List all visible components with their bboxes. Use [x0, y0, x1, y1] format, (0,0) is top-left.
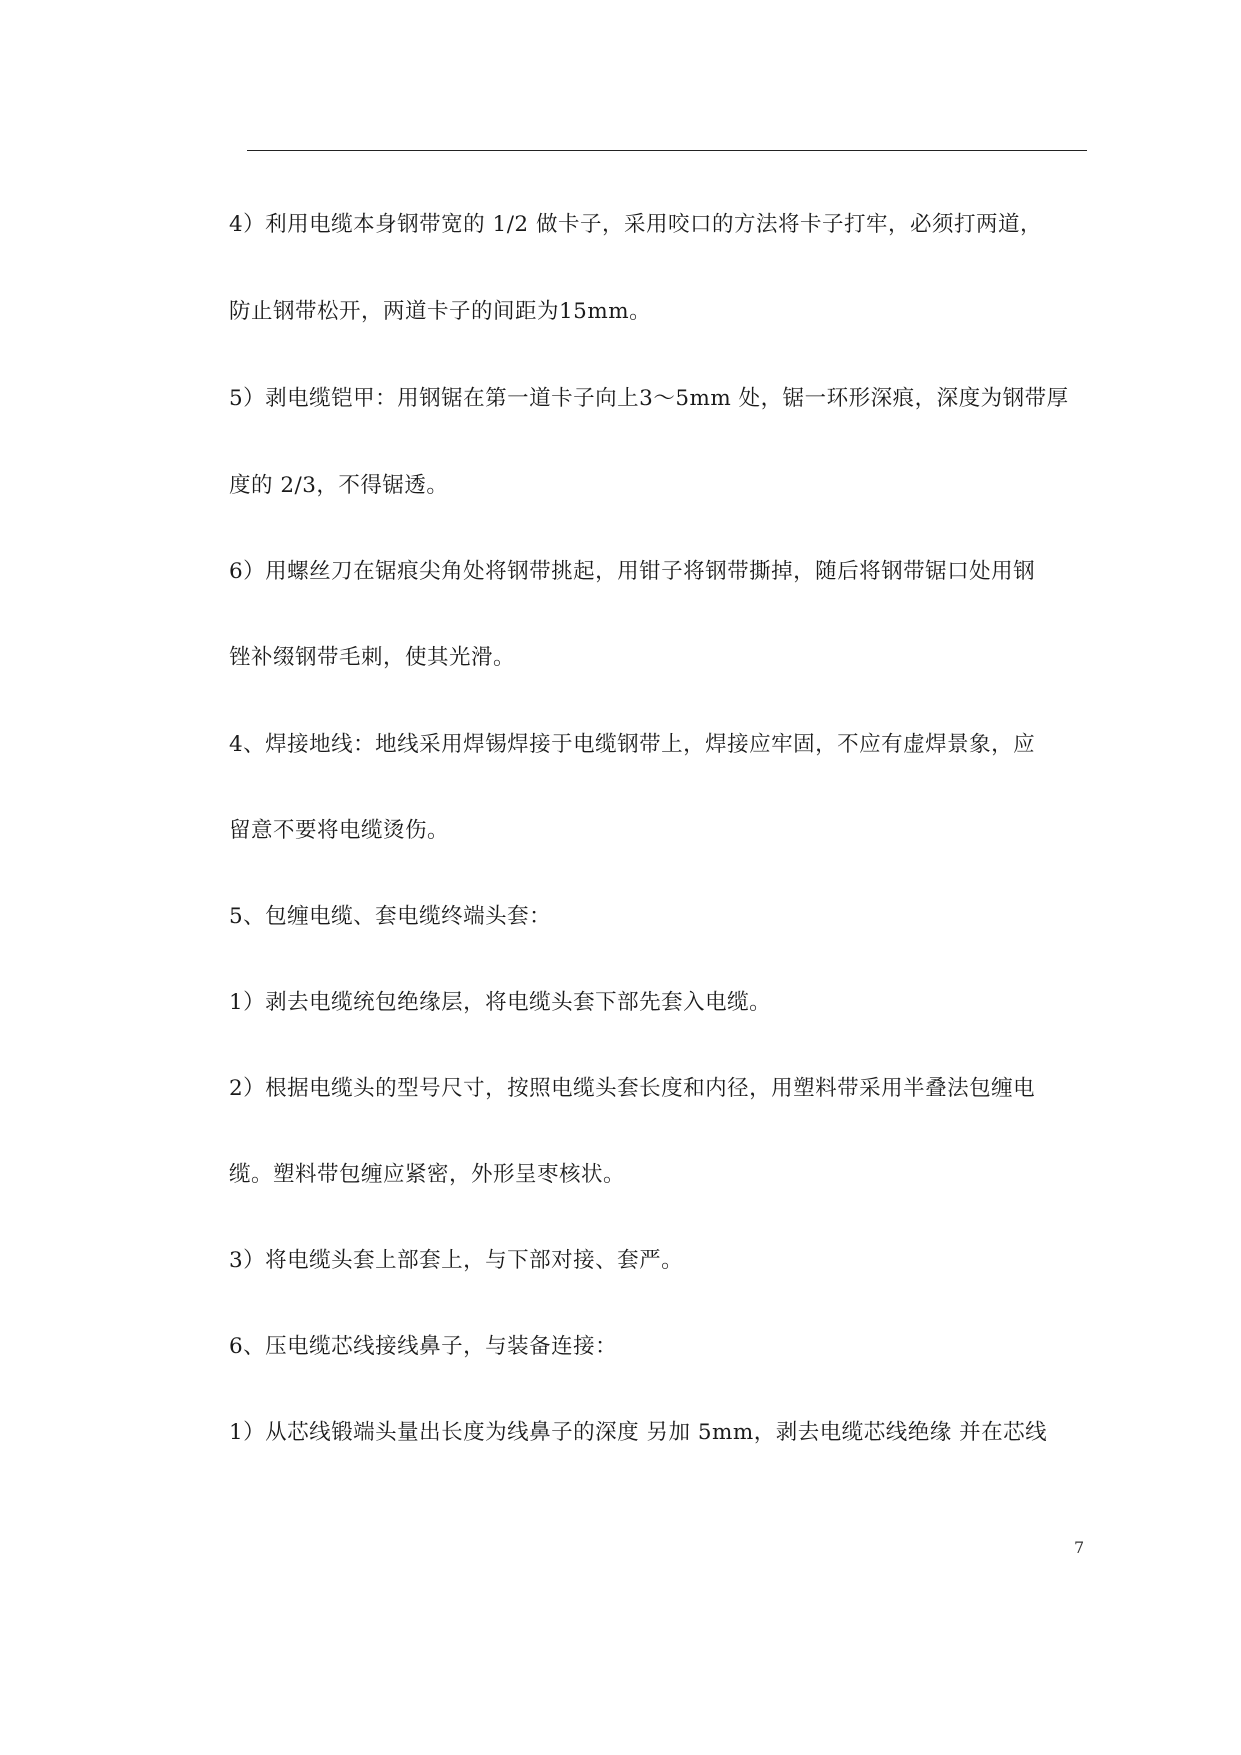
text-line: 5）剥电缆铠甲：用钢锯在第一道卡子向上3～5mm 处，锯一环形深痕，深度为钢带厚: [229, 386, 1069, 411]
text-line: 度的 2/3，不得锯透。: [229, 473, 449, 498]
text-line: 2）根据电缆头的型号尺寸，按照电缆头套长度和内径，用塑料带采用半叠法包缠电: [229, 1076, 1036, 1101]
text-line: 缆。塑料带包缠应紧密，外形呈枣核状。: [229, 1162, 626, 1187]
text-line: 5、包缠电缆、套电缆终端头套：: [229, 904, 552, 929]
text-line: 防止钢带松开，两道卡子的间距为15mm。: [229, 299, 652, 324]
page-number: 7: [1074, 1538, 1085, 1557]
text-line: 1）从芯线锻端头量出长度为线鼻子的深度 另加 5mm，剥去电缆芯线绝缘 并在芯线: [229, 1420, 1048, 1445]
text-line: 留意不要将电缆烫伤。: [229, 818, 450, 843]
text-line: 3）将电缆头套上部套上，与下部对接、套严。: [229, 1248, 684, 1273]
text-line: 6、压电缆芯线接线鼻子，与装备连接：: [229, 1334, 618, 1359]
header-rule: [247, 150, 1087, 151]
text-line: 锉补缀钢带毛刺，使其光滑。: [229, 645, 516, 670]
text-line: 1）剥去电缆统包绝缘层，将电缆头套下部先套入电缆。: [229, 990, 772, 1015]
text-line: 6）用螺丝刀在锯痕尖角处将钢带挑起，用钳子将钢带撕掉，随后将钢带锯口处用钢: [229, 559, 1036, 584]
text-line: 4）利用电缆本身钢带宽的 1/2 做卡子，采用咬口的方法将卡子打牢，必须打两道，: [229, 212, 1042, 237]
text-line: 4、焊接地线：地线采用焊锡焊接于电缆钢带上，焊接应牢固，不应有虚焊景象，应: [229, 732, 1036, 757]
